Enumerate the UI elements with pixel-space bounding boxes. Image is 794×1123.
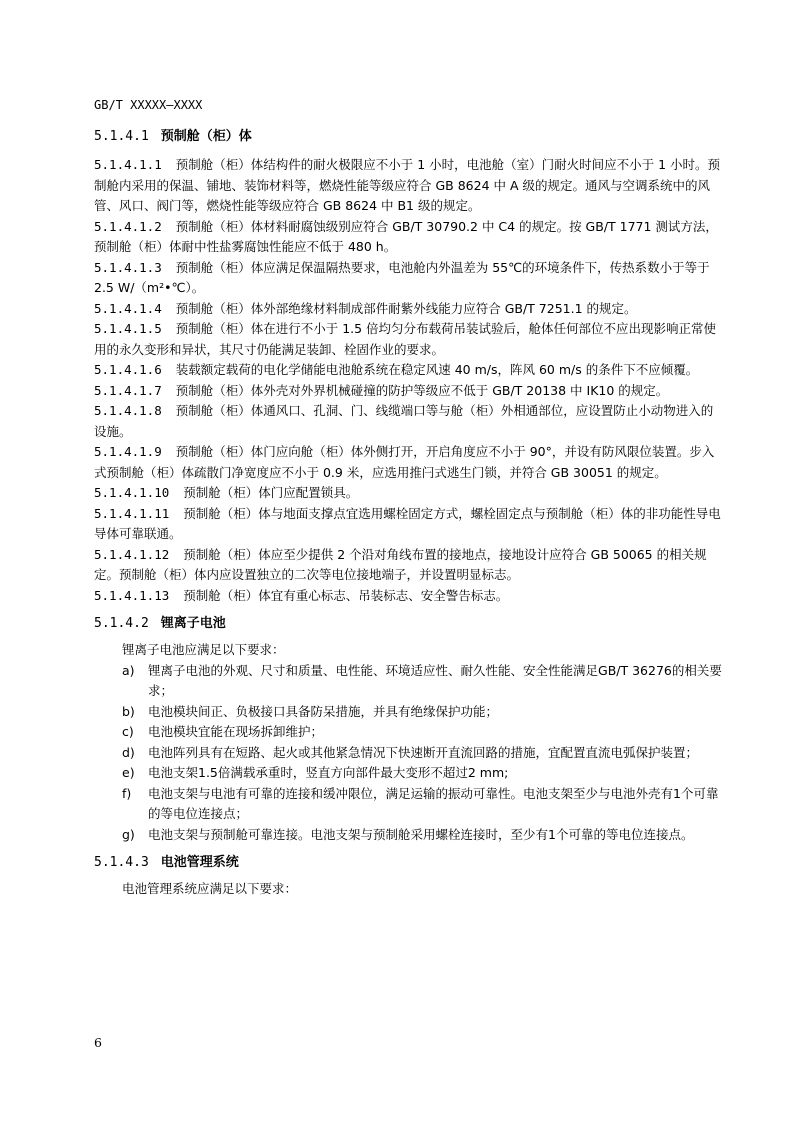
clause-text: 预制舱（柜）体在进行不小于 1.5 倍均匀分布载荷吊装试验后，舱体任何部位不应出现影响正常使用的永久变形和异状，其尺寸仍能满足装卸、栓固作业的要求。 bbox=[94, 321, 717, 357]
document-body bbox=[94, 127, 724, 900]
page-number: 6 bbox=[94, 1035, 102, 1050]
clause-number: 5.1.4.1.5 bbox=[94, 321, 162, 336]
list-item-a bbox=[94, 661, 724, 702]
clause-5-1-4-1-3 bbox=[94, 258, 724, 299]
clause-number: 5.1.4.1.2 bbox=[94, 218, 162, 234]
section-number: 5.1.4.1 bbox=[94, 129, 149, 144]
section-heading-5-1-4-2 bbox=[94, 614, 724, 634]
standard-code-header: GB/T XXXXX—XXXX bbox=[94, 98, 203, 112]
list-item-f bbox=[94, 784, 724, 825]
clause-number: 5.1.4.1.1 bbox=[94, 157, 162, 172]
clause-text: 预制舱（柜）体门应配置锁具。 bbox=[183, 485, 359, 500]
list-item-text: 锂离子电池的外观、尺寸和质量、电性能、环境适应性、耐久性能、安全性能满足GB/T 36276的相关要求； bbox=[148, 662, 722, 698]
clause-5-1-4-1-10 bbox=[94, 483, 724, 504]
list-marker: d) bbox=[122, 744, 135, 760]
section-title: 预制舱（柜）体 bbox=[160, 129, 252, 144]
clause-5-1-4-1-11 bbox=[94, 504, 724, 545]
list-item-b bbox=[94, 702, 724, 723]
clause-text: 预制舱（柜）体通风口、孔洞、门、线缆端口等与舱（柜）外相通部位，应设置防止小动物进入的设施。 bbox=[94, 403, 714, 439]
section-intro: 电池管理系统应满足以下要求： bbox=[122, 881, 298, 896]
clause-5-1-4-1-2 bbox=[94, 217, 724, 258]
clause-number: 5.1.4.1.11 bbox=[94, 505, 170, 521]
clause-5-1-4-1-6 bbox=[94, 360, 724, 381]
clause-number: 5.1.4.1.4 bbox=[94, 300, 162, 316]
clause-5-1-4-1-12 bbox=[94, 545, 724, 586]
list-item-c bbox=[94, 722, 724, 743]
section-number: 5.1.4.3 bbox=[94, 855, 149, 870]
clause-number: 5.1.4.1.6 bbox=[94, 362, 162, 377]
list-item-g bbox=[94, 825, 724, 846]
clause-number: 5.1.4.1.7 bbox=[94, 382, 162, 398]
clause-number: 5.1.4.1.12 bbox=[94, 546, 170, 562]
clause-number: 5.1.4.1.3 bbox=[94, 259, 162, 275]
clause-text: 预制舱（柜）体结构件的耐火极限应不小于 1 小时，电池舱（室）门耐火时间应不小于 1 小时。预制舱内采用的保温、铺地、装饰材料等，燃烧性能等级应符合 GB 8624 中 A 级的规定。通风与空调系统中的风管、风口、阀门等，燃烧性能等级应符合 GB 8624 中 B1 级的规定。 bbox=[94, 157, 721, 213]
clause-text: 预制舱（柜）体外壳对外界机械碰撞的防护等级应不低于 GB/T 20138 中 IK10 的规定。 bbox=[175, 382, 669, 398]
list-item-text: 电池支架与电池有可靠的连接和缓冲限位，满足运输的振动可靠性。电池支架至少与电池外壳有1个可靠的等电位连接点； bbox=[148, 785, 719, 821]
clause-5-1-4-1-7 bbox=[94, 381, 724, 402]
clause-5-1-4-1-9 bbox=[94, 442, 724, 483]
list-item-d bbox=[94, 743, 724, 764]
clause-5-1-4-1-13 bbox=[94, 586, 724, 607]
clause-text: 预制舱（柜）体外部绝缘材料制成部件耐紫外线能力应符合 GB/T 7251.1 的规定。 bbox=[175, 300, 637, 316]
clause-5-1-4-1-8 bbox=[94, 401, 724, 442]
clause-text: 装载额定载荷的电化学储能电池舱系统在稳定风速 40 m/s，阵风 60 m/s 的条件下不应倾覆。 bbox=[175, 362, 699, 377]
list-marker: a) bbox=[122, 662, 135, 678]
list-marker: f) bbox=[122, 785, 132, 801]
clause-text: 预制舱（柜）体门应向舱（柜）体外侧打开，开启角度应不小于 90°，并设有防风限位装置。步入式预制舱（柜）体疏散门净宽度应不小于 0.9 米，应选用推闩式逃生门锁，并符合 GB 30051 的规定。 bbox=[94, 444, 715, 480]
section-heading-5-1-4-3 bbox=[94, 853, 724, 873]
section-title: 锂离子电池 bbox=[160, 616, 226, 631]
clause-text: 预制舱（柜）体宜有重心标志、吊装标志、安全警告标志。 bbox=[183, 587, 509, 603]
section-title: 电池管理系统 bbox=[160, 855, 239, 870]
list-item-text: 电池模块宜能在现场拆卸维护； bbox=[148, 724, 324, 739]
clause-text: 预制舱（柜）体应至少提供 2 个沿对角线布置的接地点，接地设计应符合 GB 50065 的相关规定。预制舱（柜）体内应设置独立的二次等电位接地端子，并设置明显标志。 bbox=[94, 546, 707, 582]
clause-5-1-4-1-4 bbox=[94, 299, 724, 320]
clause-text: 预制舱（柜）体应满足保温隔热要求，电池舱内外温差为 55℃的环境条件下，传热系数小于等于 2.5 W/（m²•℃）。 bbox=[94, 259, 710, 295]
list-marker: c) bbox=[122, 724, 134, 739]
list-marker: g) bbox=[122, 826, 135, 842]
section-intro: 锂离子电池应满足以下要求： bbox=[122, 642, 285, 657]
section-heading-5-1-4-1 bbox=[94, 127, 724, 149]
clause-number: 5.1.4.1.10 bbox=[94, 485, 170, 500]
list-item-text: 电池阵列具有在短路、起火或其他紧急情况下快速断开直流回路的措施，宜配置直流电弧保护装置； bbox=[148, 744, 699, 760]
clause-5-1-4-1-5 bbox=[94, 319, 724, 360]
clause-number: 5.1.4.1.13 bbox=[94, 587, 170, 603]
clause-text: 预制舱（柜）体材料耐腐蚀级别应符合 GB/T 30790.2 中 C4 的规定。按 GB/T 1771 测试方法，预制舱（柜）体耐中性盐雾腐蚀性能应不低于 480 h。 bbox=[94, 218, 718, 254]
clause-number: 5.1.4.1.9 bbox=[94, 444, 162, 459]
list-marker: b) bbox=[122, 703, 135, 719]
list-item-text: 电池支架1.5倍满载承重时，竖直方向部件最大变形不超过2 mm; bbox=[148, 765, 509, 780]
clause-5-1-4-1-1 bbox=[94, 155, 724, 217]
section-number: 5.1.4.2 bbox=[94, 616, 149, 631]
list-item-text: 电池模块间正、负极接口具备防呆措施，并具有绝缘保护功能； bbox=[148, 703, 499, 719]
clause-text: 预制舱（柜）体与地面支撑点宜选用螺栓固定方式，螺栓固定点与预制舱（柜）体的非功能性导电导体可靠联通。 bbox=[94, 505, 721, 541]
list-item-e bbox=[94, 763, 724, 784]
list-marker: e) bbox=[122, 765, 135, 780]
clause-number: 5.1.4.1.8 bbox=[94, 403, 162, 418]
list-item-text: 电池支架与预制舱可靠连接。电池支架与预制舱采用螺栓连接时，至少有1个可靠的等电位连接点。 bbox=[148, 826, 694, 842]
